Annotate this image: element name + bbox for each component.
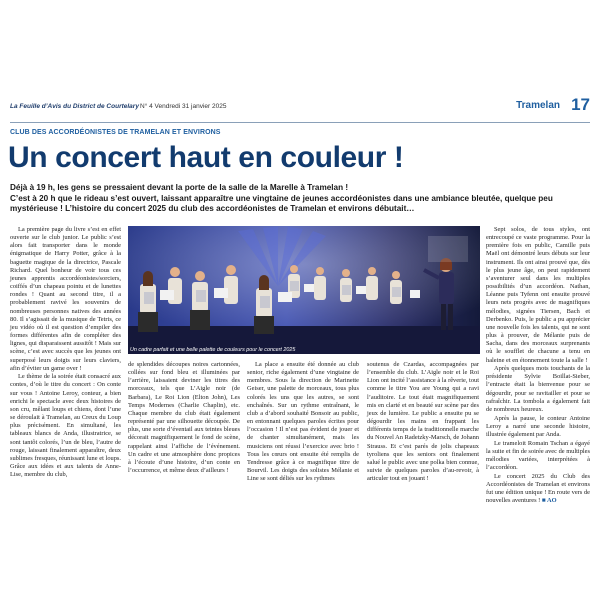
section-name: Tramelan bbox=[516, 100, 560, 111]
lead-line-1: Déjà à 19 h, les gens se pressaient devant la porte de la salle de la Marelle à Tramelan ! bbox=[10, 183, 349, 192]
end-mark: ■ AO bbox=[541, 497, 557, 505]
article-lead bbox=[10, 183, 582, 215]
issue-info: N° 4 Vendredi 31 janvier 2025 bbox=[140, 103, 227, 110]
column-1 bbox=[10, 226, 121, 480]
col4-paragraph: soutenus de Czardas, accompagnées par l’ensemble du club. L’Aigle noir et le Roi Lion ont incité l’assistance à la rêverie, tout comme le titre You are Young qui a ravi l’auditoire. Le tout était magnifiquement mis en clarté et en beauté sur scène par des jeux de lumière. Le public a ensuite pu se dégourdir les mains en frappant les différents temps de la traditionnelle marche du Nouvel An Radetzky-Marsch, de Johann Strauss. Et c’est parés de jolis chapeaux tyroliens que les seniors ont finalement salué le public avec une polka bien connue, suivie de quelques paroles d’au-revoir, à articuler tout en jouant ! bbox=[367, 361, 479, 483]
column-5 bbox=[486, 226, 590, 506]
masthead bbox=[10, 93, 590, 123]
col3-paragraph: La place a ensuite été donnée au club senior, riche également d’une vingtaine de membres. Sous la direction de Marinette Geiser, une palette de morceaux, tous plus colorés les uns que les autres, se sont enchaînés. Sur un rythme entraînant, le club a d’abord souhaité Bonsoir au public, en entonnant quelques paroles écrites pour l’occasion ! Il n’est pas évident de jouer et de chanter simultanément, mais les musiciens ont réussi l’exercice avec brio ! Tous les cœurs ont ensuite été remplis de Tendresse grâce à ce magnifique titre de Bourvil. Les doigts des solistes Mélanie et Line se sont déliés sur les rythmes bbox=[247, 361, 359, 483]
concert-photo bbox=[128, 226, 480, 354]
photo-caption: Un cadre parfait et une belle palette de couleurs pour le concert 2025 bbox=[130, 347, 296, 353]
col2-paragraph: de splendides découpes noires cartonnées, collées sur fond bleu et illuminées par l’arrière, laissaient deviner les titres des morceaux, tels que L’Aigle noir (de Barbara), Le Roi Lion (Elton John), Les Temps Modernes (Charlie Chaplin), etc. Chaque membre du club était également représenté par une silhouette découpée. De plus, une sorte d’éventail aux teintes bleues décorait magnifiquement le fond de scène, rappelant ainsi l’affiche de l’événement. Un cadre et une atmosphère donc propices à l’écoute d’une histoire, d’un conte en l’occurrence, et même deux d’ailleurs ! bbox=[128, 361, 240, 475]
column-3 bbox=[247, 361, 359, 484]
col5-paragraph: Après quelques mots touchants de la présidente Sylvie Boillat-Sieber, l’entracte était la bienvenue pour se dégourdir, pour se ravitailler et pour se rafraîchir. La tombola a également fait de nombreux heureux. bbox=[486, 365, 590, 413]
col5-final-text: Le concert 2025 du Club des Accordéonistes de Tramelan et environs fut une édition unique ! En route vers de nouvelles aventures ! bbox=[486, 472, 590, 505]
article-headline: Un concert haut en couleur ! bbox=[8, 141, 404, 174]
column-4 bbox=[367, 361, 479, 484]
article-kicker: CLUB DES ACCORDÉONISTES DE TRAMELAN ET ENVIRONS bbox=[10, 129, 221, 136]
col5-paragraph: Sept solos, de tous styles, ont entrecoupé ce vaste programme. Pour la première fois en public, Camille puis Maël ont démontré leurs débuts sur leur instrument. Ils ont ainsi prouvé que, dès le plus jeune âge, on peut rapidement s’aventurer seul dans les multiples possibilités d’un accordéon. Nathan, Léanne puis Tyfenn ont ensuite prouvé leurs nets progrès avec de magnifiques mélodies, signées Tiersen, Bach et Derbenko. Puis, le public a pu apprécier une nouvelle fois les talents, qui ne sont plus à prouver, de Mélanie puis de Sacha, dans des morceaux surprenants où le soufflet de chacune a tenu en haleine et en étonnement toute la salle ! bbox=[486, 226, 590, 364]
concert-photo-image bbox=[128, 226, 480, 354]
page-number: 17 bbox=[571, 95, 590, 114]
col1-paragraph: Le thème de la soirée était consacré aux contes, d’où le titre du concert : On conte sur vous ! Antoine Leroy, conteur, a bien enrichi le spectacle avec deux histoires de son cru, mêlant loups et chiens, dont l’une se déroulait à Tramelan, au Creux du Loup plus précisément. En simultané, les tableaux blancs de Anda, illustratrice, se sont tantôt colorés, l’un de bleu, l’autre de rouge, laissant finalement apparaître, deux sublimes fresques, réunissant lune et loups. Grâce aux idées et aux talents de Anne-Lise, membre du club, bbox=[10, 373, 121, 479]
column-2 bbox=[128, 361, 240, 476]
col5-paragraph: Le trameloit Romain Tschan a égayé la suite et fin de soirée avec de multiples mélodies variées, interprétées à l’accordéon. bbox=[486, 439, 590, 472]
paper-name: La Feuille d’Avis du District de Courtelary bbox=[10, 103, 139, 110]
col5-paragraph: Après la pause, le conteur Antoine Leroy a narré une seconde histoire, illustrée également par Anda. bbox=[486, 414, 590, 438]
col5-paragraph bbox=[486, 473, 590, 506]
col1-paragraph: La première page du livre s’est en effet ouverte sur le club junior. Le public s’est alors fait transporter dans le monde énigmatique de Harry Potter, grâce à la baguette magique de la directrice, Pascale Richard. Quel bonheur de voir tous ces jeunes apprentis accordéonistes/sorciers, coiffés d’un chapeau pointu et de lunettes rondes ! Quant au second titre, il a probablement ravivé les souvenirs de nombreuses personnes natives des années 80. Il s’agissait de la musique de Tetris, ce jeu vidéo où il est question d’empiler des formes différentes afin de compléter des lignes, qui disparaissent aussitôt ! Mais sur scène, c’est avec succès que les jeunes ont superposé leurs doigts sur leurs claviers, afin d’éviter un game over ! bbox=[10, 226, 121, 372]
lead-line-2: C’est à 20 h que le rideau s’est ouvert, laissant apparaître une vingtaine de jeunes accordéonistes dans une ambiance bleutée, quelque peu mystérieuse ! L’histoire du concert 2025 du club des accordéonistes de Tramelan et environs débutait… bbox=[10, 193, 553, 214]
